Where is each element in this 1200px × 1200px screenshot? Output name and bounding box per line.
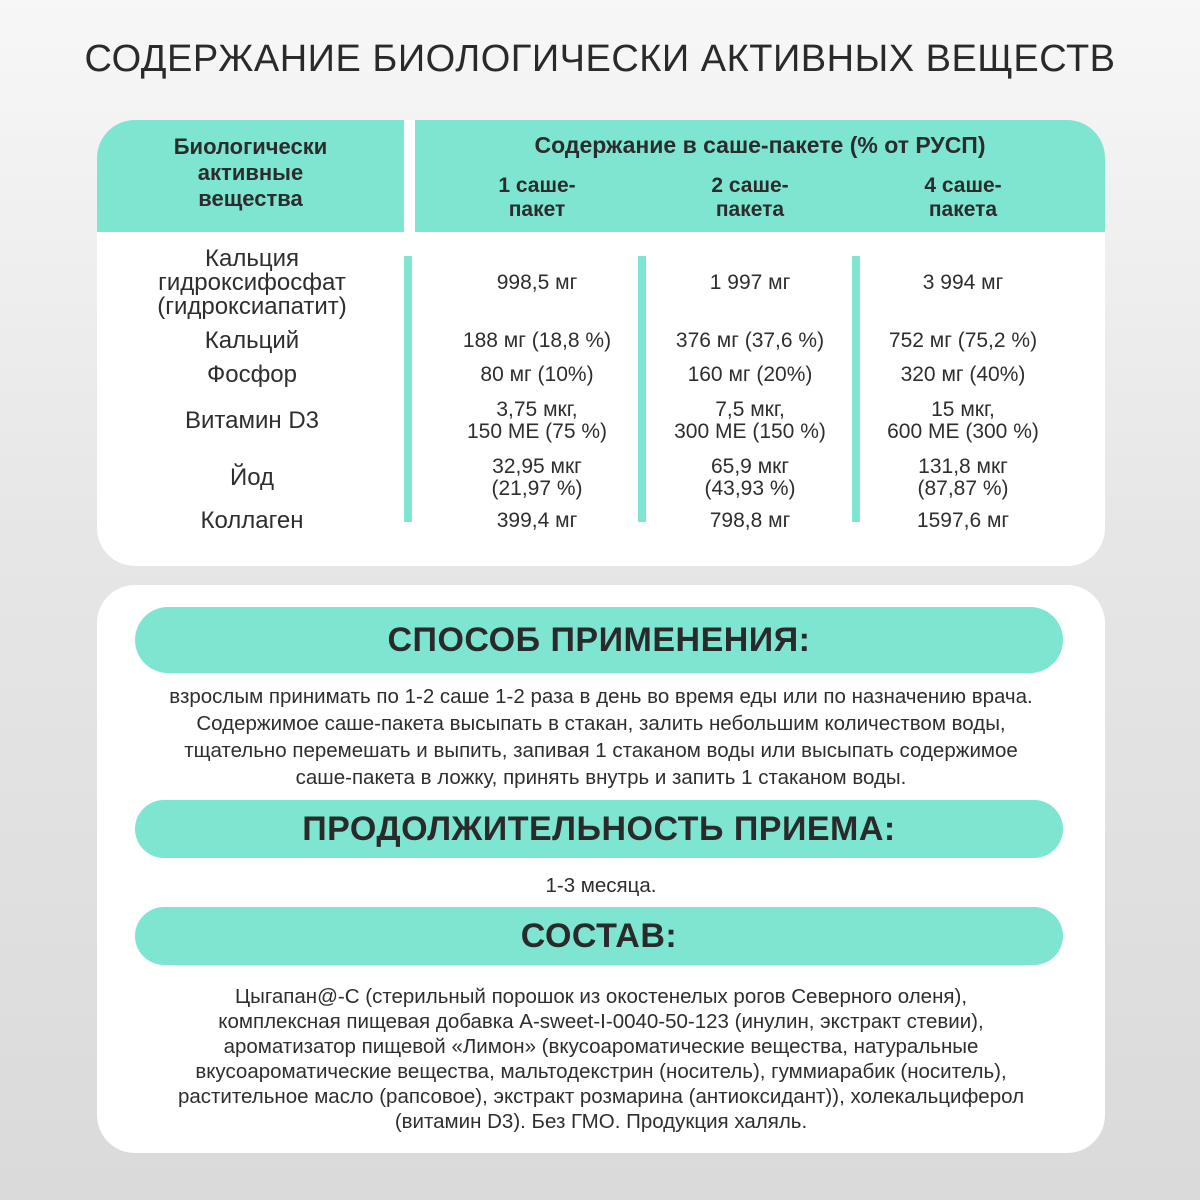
table-cell: 376 мг (37,6 %) [675, 329, 825, 352]
column-header-1-sachet: 1 саше- пакет [498, 174, 576, 221]
table-cell: 798,8 мг [709, 509, 791, 532]
table-cell: 752 мг (75,2 %) [888, 329, 1038, 352]
table-cell: 65,9 мкг (43,93 %) [704, 455, 796, 500]
column-divider [404, 256, 412, 522]
substance-name: Кальций [204, 327, 300, 354]
table-cell: 1 997 мг [709, 271, 791, 294]
table-cell: 131,8 мкг (87,87 %) [917, 455, 1009, 500]
instructions-card [97, 585, 1105, 1153]
table-cell: 399,4 мг [496, 509, 578, 532]
substance-name: Фосфор [206, 361, 298, 388]
substance-column-header: Биологически активные вещества [173, 134, 328, 211]
duration-heading: ПРОДОЛЖИТЕЛЬНОСТЬ ПРИЕМА: [135, 800, 1063, 858]
column-header-2-sachets: 2 саше- пакета [711, 174, 789, 221]
table-cell: 320 мг (40%) [900, 363, 1026, 386]
duration-text: 1-3 месяца. [545, 874, 657, 897]
composition-heading: СОСТАВ: [135, 907, 1063, 965]
page-title: СОДЕРЖАНИЕ БИОЛОГИЧЕСКИ АКТИВНЫХ ВЕЩЕСТВ [84, 38, 1116, 80]
substance-name: Йод [229, 464, 275, 491]
table-cell: 7,5 мкг, 300 МЕ (150 %) [674, 398, 826, 443]
composition-text: Цыгапан@-С (стерильный порошок из окостенелых рогов Северного оленя), комплексная пищевая добавка A-sweet-I-0040-50-123 (инулин, экстракт стевии), ароматизатор пищевой «Лимон» (вкусоароматические вещества, натуральные вкусоароматические вещества, мальтодекстрин (носитель), гуммиарабик (носитель), растительное масло (рапсовое), экстракт розмарина (антиоксидант)), холекальциферол (витамин D3). Без ГМО. Продукция халяль. [177, 985, 1025, 1133]
table-cell: 160 мг (20%) [687, 363, 813, 386]
substance-name: Витамин D3 [185, 407, 319, 434]
nutrient-table [97, 120, 1105, 566]
table-cell: 3 994 мг [922, 271, 1004, 294]
table-cell: 998,5 мг [496, 271, 578, 294]
usage-text: взрослым принимать по 1-2 саше 1-2 раза в день во время еды или по назначению врача. Содержимое саше-пакета высыпать в стакан, залить небольшим количеством воды, тщательно перемешать и выпить, запивая 1 стаканом воды или высыпать содержимое саше-пакета в ложку, принять внутрь и запить 1 стаканом воды. [169, 685, 1033, 789]
table-cell: 188 мг (18,8 %) [462, 329, 612, 352]
content-header-title: Содержание в саше-пакете (% от РУСП) [534, 132, 986, 158]
column-divider [852, 256, 860, 522]
column-header-4-sachets: 4 саше- пакета [924, 174, 1002, 221]
table-cell: 1597,6 мг [916, 509, 1010, 532]
column-divider [638, 256, 646, 522]
table-cell: 3,75 мкг, 150 МЕ (75 %) [466, 398, 608, 443]
table-cell: 80 мг (10%) [480, 363, 594, 386]
substance-name: Кальция гидроксифосфат (гидроксиапатит) [157, 245, 347, 320]
substance-name: Коллаген [200, 507, 304, 534]
table-cell: 32,95 мкг (21,97 %) [491, 455, 583, 500]
usage-heading: СПОСОБ ПРИМЕНЕНИЯ: [135, 607, 1063, 673]
table-cell: 15 мкг, 600 МЕ (300 %) [887, 398, 1039, 443]
